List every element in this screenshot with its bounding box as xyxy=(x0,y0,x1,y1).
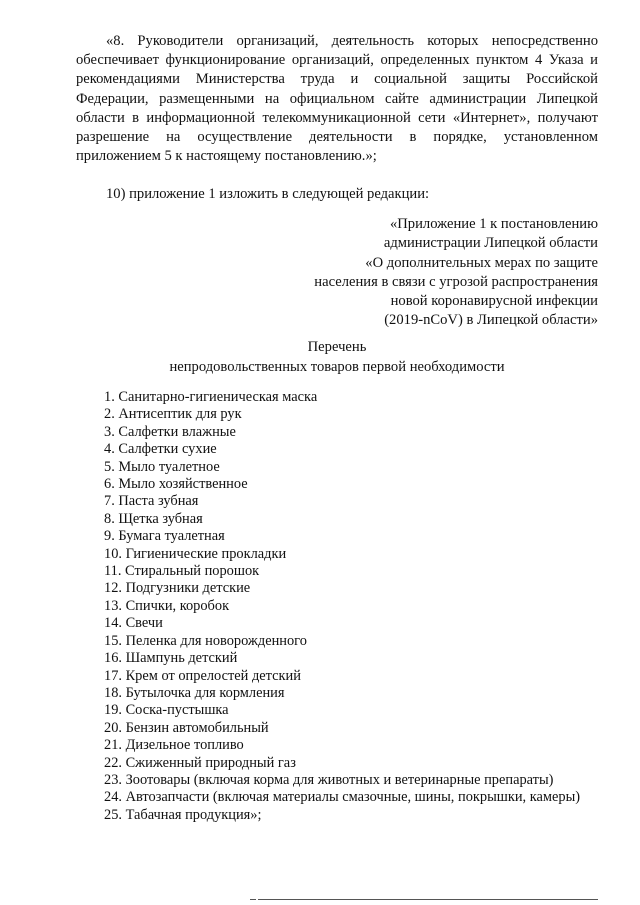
list-item: 7. Паста зубная xyxy=(104,493,199,510)
paragraph-8: «8. Руководители организаций, деятельность которых непосредственно обеспечивает функционирование организаций, определенных пунктом 4 Указа и рекомендациями Министерства труда и социальной защиты Российской Федерации, размещенными на официальном сайте администрации Липецкой области в информационной телекоммуникационной сети «Интернет», получают разрешение на осуществление деятельности в порядке, установленном приложением 5 к настоящему постановлению.»; xyxy=(76,33,598,165)
list-item: 6. Мыло хозяйственное xyxy=(104,476,248,493)
appendix-line: новой коронавирусной инфекции xyxy=(390,293,598,310)
footer-rule xyxy=(258,899,598,900)
list-item: 11. Стиральный порошок xyxy=(104,563,260,580)
list-subtitle: непродовольственных товаров первой необходимости xyxy=(169,358,505,375)
list-item: 5. Мыло туалетное xyxy=(104,458,220,475)
appendix-line: «Приложение 1 к постановлению xyxy=(389,216,598,232)
appendix-line: населения в связи с угрозой распространения xyxy=(314,273,598,290)
list-item: 9. Бумага туалетная xyxy=(104,528,225,545)
list-item: 13. Спички, коробок xyxy=(104,597,230,614)
list-item: 4. Салфетки сухие xyxy=(104,441,217,458)
list-item: 3. Салфетки влажные xyxy=(104,423,236,440)
list-item: 20. Бензин автомобильный xyxy=(104,719,269,736)
appendix-line: (2019-nCoV) в Липецкой области» xyxy=(384,312,598,329)
list-item: 24. Автозапчасти (включая материалы смазочные, шины, покрышки, камеры) xyxy=(104,789,581,806)
list-item: 14. Свечи xyxy=(104,615,163,632)
appendix-line: «О дополнительных мерах по защите xyxy=(365,254,598,271)
list-item: 16. Шампунь детский xyxy=(104,650,238,667)
list-item: 23. Зоотовары (включая корма для животных и ветеринарные препараты) xyxy=(104,771,554,788)
footer-rule xyxy=(250,899,256,900)
list-item: 25. Табачная продукция»; xyxy=(104,806,262,823)
list-title: Перечень xyxy=(307,339,367,355)
list-heading xyxy=(76,338,598,377)
list-item: 22. Сжиженный природный газ xyxy=(104,754,296,771)
appendix-line: администрации Липецкой области xyxy=(383,235,598,252)
list-item: 10. Гигиенические прокладки xyxy=(104,545,287,562)
list-item: 21. Дизельное топливо xyxy=(104,737,244,754)
list-item: 12. Подгузники детские xyxy=(104,580,251,597)
list-item: 15. Пеленка для новорожденного xyxy=(104,632,307,649)
list-item: 18. Бутылочка для кормления xyxy=(104,684,285,701)
list-item: 2. Антисептик для рук xyxy=(104,406,242,423)
paragraph-10: 10) приложение 1 изложить в следующей редакции: xyxy=(106,186,430,202)
list-item: 19. Соска-пустышка xyxy=(104,702,229,719)
list-item: 17. Крем от опрелостей детский xyxy=(104,667,301,684)
list-item: 1. Санитарно-гигиеническая маска xyxy=(104,389,318,405)
list-item: 8. Щетка зубная xyxy=(104,510,203,527)
appendix-header xyxy=(238,215,598,331)
goods-list xyxy=(104,389,598,824)
